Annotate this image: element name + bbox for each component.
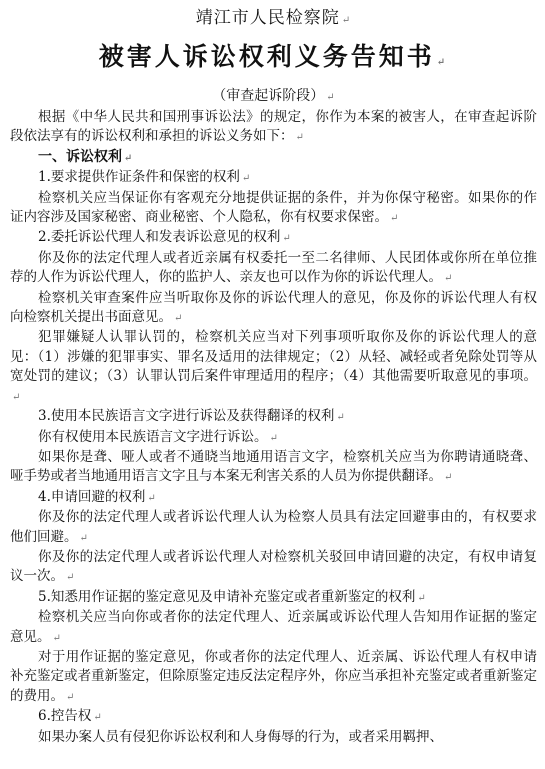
document-page (0, 6, 545, 769)
right-heading: 4.申请回避的权利 ↵ (38, 488, 156, 505)
body-paragraph: 你及你的法定代理人或者诉讼代理人对检察机关驳回申请回避的决定，有权申请复议一次。 ↵ (10, 548, 537, 585)
body-paragraph: 你有权使用本民族语言文字进行诉讼。 ↵ (38, 428, 278, 445)
body-paragraph: 检察机关审查案件应当听取你及你的诉讼代理人的意见，你及你的诉讼代理人有权向检察机关提出书面意见。 ↵ (10, 289, 537, 326)
document-title: 被害人诉讼权利义务告知书 ↵ (98, 42, 449, 71)
right-heading: 5.知悉用作证据的鉴定意见及申请补充鉴定或者重新鉴定的权利 ↵ (38, 588, 426, 605)
intro-paragraph: 根据《中华人民共和国刑事诉讼法》的规定，你作为本案的被害人，在审查起诉阶段依法享有的诉讼权利和承担的诉讼义务如下： ↵ (10, 109, 537, 145)
body-paragraph: 检察机关应当向你或者你的法定代理人、近亲属或诉讼代理人告知用作证据的鉴定意见。 ↵ (10, 609, 537, 645)
document-body (10, 108, 537, 747)
section-heading: 一、诉讼权利 ↵ (38, 148, 133, 165)
body-paragraph: 如果办案人员有侵犯你诉讼权利和人身侮辱的行为，或者采用羁押、 (38, 728, 443, 745)
body-paragraph: 检察机关应当保证你有客观充分地提供证据的条件，并为你保守秘密。如果你的作证内容涉及国家秘密、商业秘密、个人隐私，你有权要求保密。 ↵ (10, 189, 537, 226)
right-heading: 2.委托诉讼代理人和发表诉讼意见的权利 ↵ (38, 229, 291, 246)
body-paragraph: 你及你的法定代理人或者近亲属有权委托一至二名律师、人民团体或你所在单位推荐的人作为诉讼代理人，你的监护人、亲友也可以作为你的诉讼代理人。 ↵ (10, 249, 537, 286)
body-paragraph: 你及你的法定代理人或者诉讼代理人认为检察人员具有法定回避事由的，有权要求他们回避。 ↵ (10, 509, 537, 545)
body-paragraph: 犯罪嫌疑人认罪认罚的，检察机关应当对下列事项听取你及你的诉讼代理人的意见：（1）涉嫌的犯罪事实、罪名及适用的法律规定；（2）从轻、减轻或者免除处罚等从宽处罚的建议；（3）认罪认罚后案件审理适用的程序；（4）其他需要听取意见的事项。↵ (10, 329, 537, 403)
right-heading: 3.使用本民族语言文字进行诉讼及获得翻译的权利 ↵ (38, 408, 345, 425)
organization-name: 靖江市人民检察院 ↵ (195, 8, 352, 28)
right-heading: 6.控告权 ↵ (38, 708, 102, 725)
body-paragraph: 如果你是聋、哑人或者不通晓当地通用语言文字，检察机关应当为你聘请通晓聋、哑手势或者当地通用语言文字且与本案无利害关系的人员为你提供翻译。 ↵ (10, 448, 537, 485)
body-paragraph: 对于用作证据的鉴定意见，你或者你的法定代理人、近亲属、诉讼代理人有权申请补充鉴定或者重新鉴定，但除原鉴定违反法定程序外，你应当承担补充鉴定或者重新鉴定的费用。 ↵ (10, 648, 537, 704)
right-heading: 1.要求提供作证条件和保密的权利 ↵ (38, 169, 251, 186)
document-stage: （审查起诉阶段） ↵ (212, 88, 335, 104)
